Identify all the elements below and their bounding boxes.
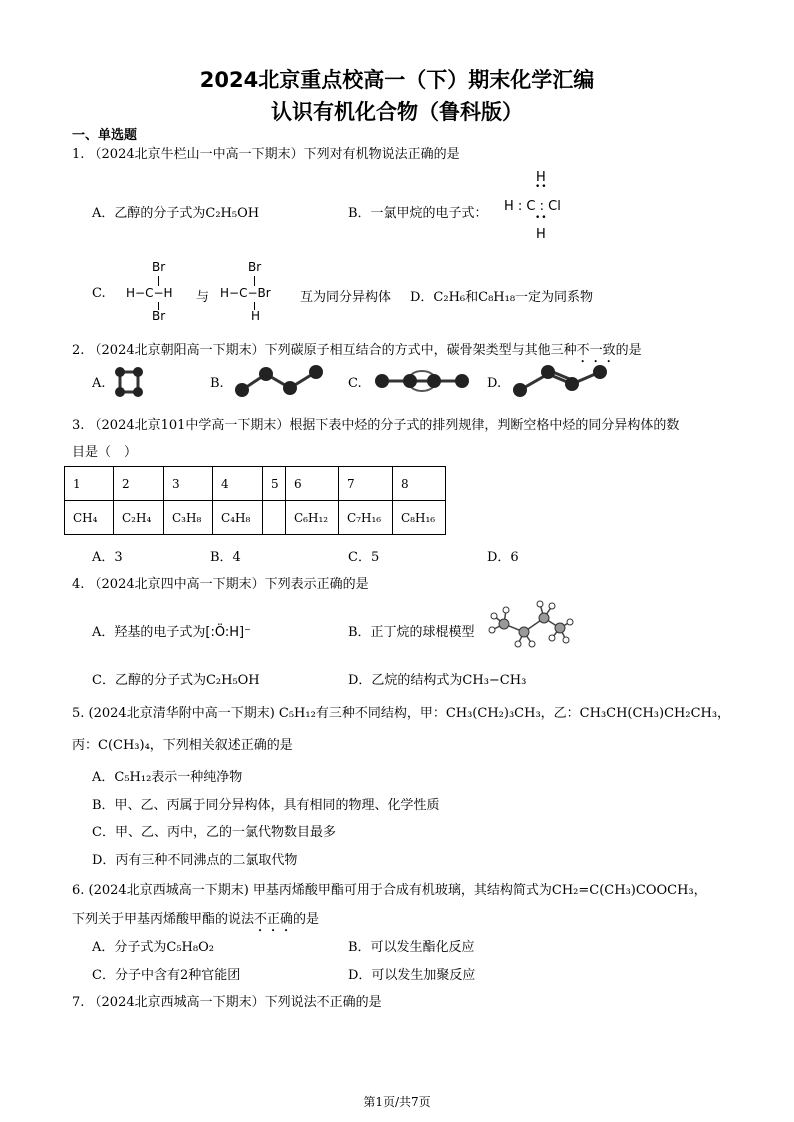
question-3-option-d: D．6	[487, 550, 519, 565]
atom-h-top: H	[536, 170, 546, 185]
table-cell: 6	[286, 467, 339, 501]
stem-text: 2. （2024北京朝阳高一下期末）下列碳原子相互结合的方式中，碳骨架类型与其他三种	[72, 343, 577, 358]
question-3-option-a: A．3	[92, 550, 123, 565]
table-cell: C₃H₈	[164, 501, 213, 535]
page-subtitle: 认识有机化合物（鲁科版）	[271, 100, 523, 124]
table-cell: 1	[65, 467, 114, 501]
question-4-option-d: D．乙烷的结构式为CH₃−CH₃	[348, 673, 527, 688]
question-6-option-b: B．可以发生酯化反应	[348, 940, 475, 955]
question-6-option-c: C．分子中含有2种官能团	[92, 968, 241, 983]
question-3-stem-line2: 目是（ ）	[72, 445, 138, 460]
question-3-option-c: C．5	[348, 550, 380, 565]
question-4-option-c: C．乙醇的分子式为C₂H₅OH	[92, 673, 260, 688]
atom-h-bottom: H	[536, 227, 546, 242]
emphasis-text: 不一致	[576, 343, 616, 358]
question-6-option-d: D．可以发生加聚反应	[348, 968, 476, 983]
question-2-option-c-label: C.	[348, 376, 362, 391]
table-cell: CH₄	[65, 501, 114, 535]
atom-h-bottom: H	[251, 309, 261, 323]
atom-row: H−C−Br	[220, 286, 271, 300]
table-header-row	[65, 467, 446, 501]
table-cell: 5	[263, 467, 286, 501]
question-1-option-b: B．一氯甲烷的电子式：	[348, 206, 488, 221]
question-2-option-a-label: A.	[92, 376, 106, 391]
question-4-stem: 4. （2024北京四中高一下期末）下列表示正确的是	[72, 577, 369, 592]
table-cell: C₄H₈	[213, 501, 263, 535]
question-1-option-d: D．C₂H₆和C₈H₁₈一定为同系物	[410, 290, 594, 305]
question-5-stem-line2: 丙：C(CH₃)₄，下列相关叙述正确的是	[72, 738, 293, 753]
table-cell: C₆H₁₂	[286, 501, 339, 535]
table-cell-blank	[263, 501, 286, 535]
electron-dots-top: ••	[535, 182, 548, 192]
question-5-option-b: B．甲、乙、丙属于同分异构体，具有相同的物理、化学性质	[92, 798, 440, 813]
table-cell: C₈H₁₆	[393, 501, 446, 535]
stem-text-end: 的是	[293, 912, 320, 927]
table-cell: C₇H₁₆	[339, 501, 393, 535]
question-7-stem: 7. （2024北京西城高一下期末）下列说法不正确的是	[72, 995, 382, 1010]
page-title: 2024北京重点校高一（下）期末化学汇编	[199, 68, 595, 92]
emphasis-text: 不正确	[254, 912, 294, 927]
question-5-option-c: C．甲、乙、丙中，乙的一氯代物数目最多	[92, 825, 336, 840]
structural-formula-ch2br2-a	[120, 258, 194, 324]
structural-formula-ch2br2-b	[216, 258, 296, 324]
atom-br-top: Br	[248, 260, 262, 274]
question-3-stem-line1: 3. （2024北京101中学高一下期末）根据下表中烃的分子式的排列规律，判断空格中烃的同分异构体的数	[72, 418, 680, 433]
butane-ball-stick-model-icon	[486, 598, 576, 648]
question-3-option-b: B．4	[210, 550, 241, 565]
question-1-option-c-label: C.	[92, 286, 106, 301]
electron-dots-bottom: ••	[535, 213, 548, 223]
question-5-option-d: D．丙有三种不同沸点的二氯取代物	[92, 853, 298, 868]
option-text: A．羟基的电子式为	[92, 625, 206, 640]
table-cell: 8	[393, 467, 446, 501]
table-cell: 7	[339, 467, 393, 501]
table-cell: 3	[164, 467, 213, 501]
atom-row: H−C−H	[126, 286, 173, 300]
hydrocarbon-table	[64, 466, 446, 535]
hydroxyl-electron-formula: [:Ö:H]⁻	[205, 625, 251, 640]
carbon-skeleton-chain-icon	[232, 362, 326, 400]
question-2-option-d-label: D.	[487, 376, 502, 391]
question-6-stem-line2	[72, 908, 319, 935]
question-4-option-a	[92, 621, 251, 640]
question-6-stem-line1: 6. (2024北京西城高一下期末) 甲基丙烯酸甲酯可用于合成有机玻璃，其结构简式为CH₂=C(CH₃)COOCH₃，	[72, 883, 707, 898]
atom-br-bottom: Br	[152, 309, 166, 323]
page-number: 第1页/共7页	[363, 1095, 431, 1109]
question-1-option-c-text: 互为同分异构体	[300, 290, 392, 305]
carbon-skeleton-branched-icon	[372, 366, 472, 396]
carbon-skeleton-ring-icon	[114, 364, 144, 400]
bond-line	[158, 276, 159, 286]
question-5-option-a: A．C₅H₁₂表示一种纯净物	[92, 770, 243, 785]
stem-text-end: 的是	[615, 343, 642, 358]
question-5-stem-line1: 5. (2024北京清华附中高一下期末) C₅H₁₂有三种不同结构，甲：CH₃(CH₂)₃CH₃，乙：CH₃CH(CH₃)CH₂CH₃，	[72, 706, 731, 721]
electron-formula-chloromethane	[500, 170, 590, 244]
atom-row-middle: H : C : Cl	[504, 199, 561, 214]
table-cell: C₂H₄	[114, 501, 164, 535]
table-row	[65, 501, 446, 535]
question-1-option-a: A．乙醇的分子式为C₂H₅OH	[92, 206, 260, 221]
question-2-option-b-label: B.	[210, 376, 224, 391]
question-1-stem: 1. （2024北京牛栏山一中高一下期末）下列对有机物说法正确的是	[72, 147, 460, 162]
carbon-skeleton-double-bond-icon	[510, 360, 610, 400]
question-6-option-a: A．分子式为C₅H₈O₂	[92, 940, 214, 955]
table-cell: 4	[213, 467, 263, 501]
bond-line	[254, 276, 255, 286]
question-1-option-c-connector: 与	[196, 290, 210, 305]
question-4-option-b: B．正丁烷的球棍模型	[348, 625, 475, 640]
section-heading: 一、单选题	[72, 128, 138, 143]
table-cell: 2	[114, 467, 164, 501]
atom-br-top: Br	[152, 260, 166, 274]
stem-text: 下列关于甲基丙烯酸甲酯的说法	[72, 912, 255, 927]
